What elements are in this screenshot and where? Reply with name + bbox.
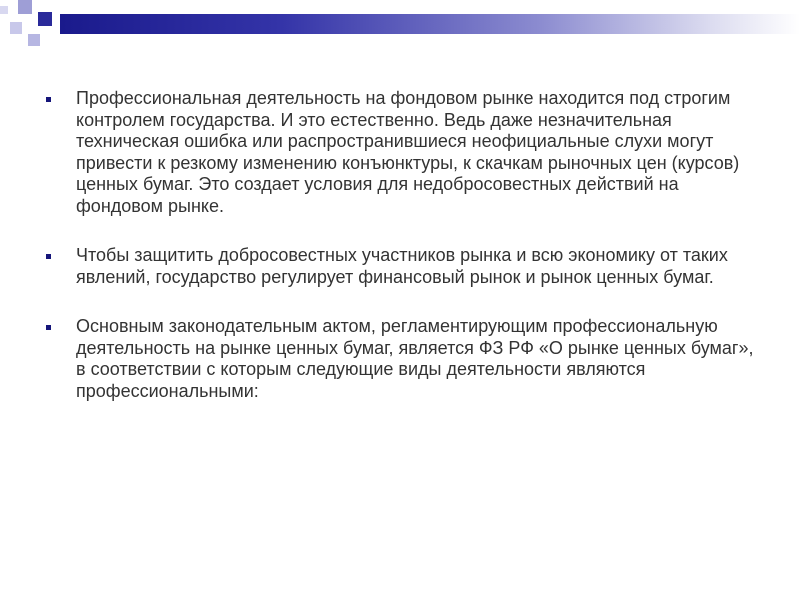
decorative-square-icon — [18, 0, 32, 14]
decorative-square-icon — [38, 12, 52, 26]
bullet-text: Основным законодательным актом, регламентирующим профессиональную деятельность на рынке ценных бумаг, является ФЗ РФ «О рынке ценных бумаг», в соответствии с которым следующие виды деятельности являются профессиональными: — [76, 316, 754, 401]
bullet-list — [46, 88, 766, 402]
bullet-text: Чтобы защитить добросовестных участников рынка и всю экономику от таких явлений, государство регулирует финансовый рынок и рынок ценных бумаг. — [76, 245, 728, 287]
decorative-square-icon — [0, 6, 8, 14]
list-item — [46, 316, 766, 402]
square-bullet-icon — [46, 97, 51, 102]
decorative-square-icon — [10, 22, 22, 34]
bullet-text: Профессиональная деятельность на фондовом рынке находится под строгим контролем государства. И это естественно. Ведь даже незначительная техническая ошибка или распространившиеся неофициальные слухи могут привести к резкому изменению конъюнктуры, к скачкам рыночных цен (курсов) ценных бумаг. Это создает условия для недобросовестных действий на фондовом рынке. — [76, 88, 740, 216]
decorative-square-icon — [28, 34, 40, 46]
list-item — [46, 245, 766, 288]
header-decoration — [0, 0, 800, 52]
header-gradient-bar — [60, 14, 800, 34]
square-bullet-icon — [46, 254, 51, 259]
square-bullet-icon — [46, 325, 51, 330]
list-item — [46, 88, 766, 217]
